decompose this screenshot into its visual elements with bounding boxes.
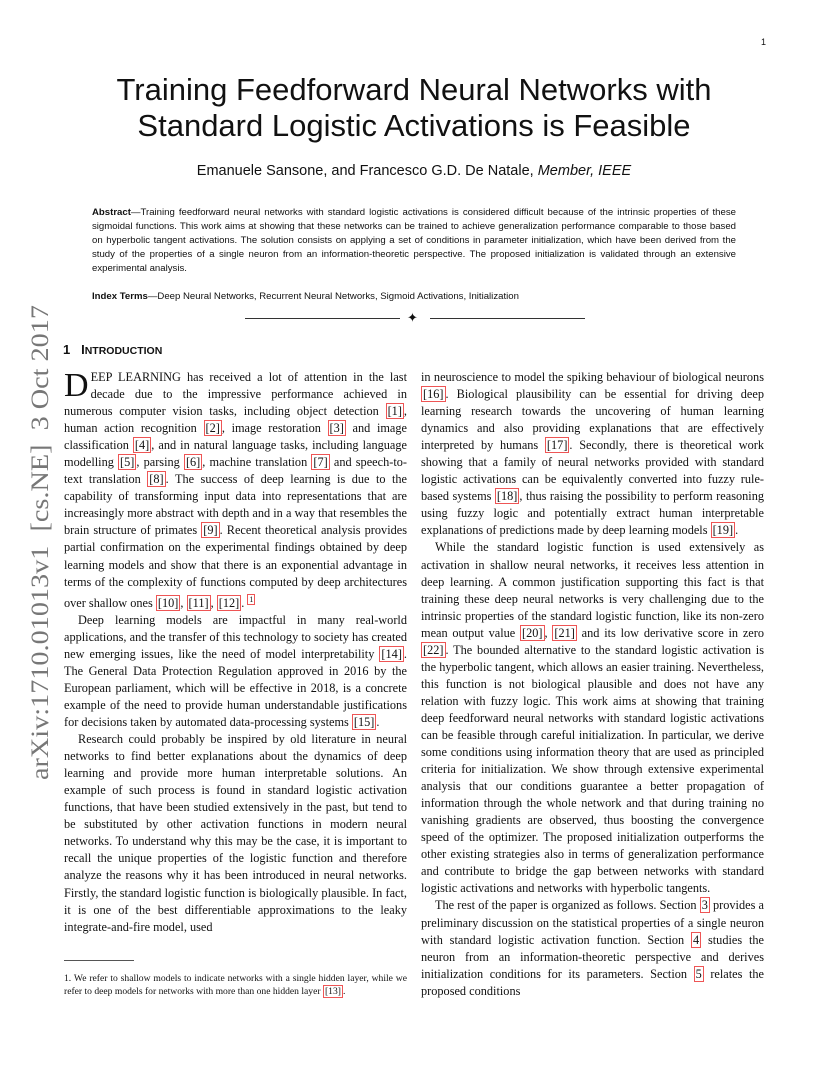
citation-link[interactable]: [4] — [134, 438, 150, 453]
text-run: and its low derivative score in zero — [576, 625, 764, 640]
text-run: , thus raising the possibility to perform reasoning using fuzzy logic and potentially extract human interpretable explanations of predictions made by deep learning models — [421, 489, 764, 538]
text-run: , — [210, 595, 217, 610]
abstract — [92, 206, 736, 276]
citation-link[interactable]: [6] — [185, 455, 201, 470]
page-number: 1 — [760, 37, 766, 47]
footnote-text: 1. We refer to shallow models to indicate networks with a single hidden layer, while we refer to deep models for networks with more than one hidden layer — [64, 973, 407, 997]
text-run: , machine translation — [202, 455, 312, 470]
author-membership: Member, IEEE — [537, 163, 632, 179]
section-link[interactable]: 3 — [701, 898, 708, 913]
citation-link[interactable]: [16] — [423, 387, 444, 402]
abstract-text: —Training feedforward neural networks with standard logistic activations is considered difficult because of the intrinsic properties of these sigmoidal functions. This work aims at showing that these networks can be trained to achieve generalization performance comparable to those based on hyperbolic tangent activations. The solution consists on applying a set of conditions in parameter initialization, which have been derived from the study of the properties of a single neuron from an information-theoretic perspective. The proposed initialization is validated through an extensive experimental analysis. — [92, 207, 736, 274]
section-divider — [245, 312, 585, 326]
paragraph — [64, 612, 407, 731]
title-line-2: Standard Logistic Activations is Feasible — [137, 108, 691, 143]
citation-link[interactable]: [22] — [423, 642, 444, 657]
text-run: relates the proposed conditions — [421, 966, 764, 998]
author-names: Emanuele Sansone, and Francesco G.D. De Natale, — [196, 163, 534, 179]
text-run: . — [241, 595, 248, 610]
paper-title — [60, 72, 768, 144]
citation-link[interactable]: [21] — [554, 625, 575, 640]
right-column — [421, 369, 764, 1000]
footnote — [64, 973, 407, 998]
section-link[interactable]: 4 — [693, 932, 700, 947]
text-run: . — [376, 715, 380, 730]
citation-link[interactable]: [7] — [313, 455, 328, 470]
arxiv-side-identifier — [20, 300, 56, 780]
section-heading — [63, 342, 162, 357]
section-title-initial: I — [81, 342, 85, 357]
text-run: , and in natural language tasks, including language modelling — [64, 438, 407, 470]
text-run: Deep learning models are impactful in many real-world applications, and the transfer of this technology to society has created new emerging issues, like the need of model interpretability — [64, 612, 407, 661]
text-run: and speech-to-text translation — [64, 455, 407, 487]
lead-in-smallcaps: EEP LEARNING — [90, 370, 181, 384]
citation-link[interactable]: [8] — [149, 472, 164, 487]
text-run: . The bounded alternative to the standard logistic activation is the hyperbolic tangent, which allows an easier training. Nevertheless, this function is not biological plausible and does not have any relation with fuzzy logic. This work aims at showing that training deep feedforward neural networks with standard logistic activations can be feasible through careful initialization. In particular, we derive some conditions using information theory that are used as principled criteria for initialization. We show through extensive experimental analysis that our conditions guarantee a better propagation of information through the whole network and that during training no vanishing gradients are observed, thus boosting the convergence speed of the optimizer. The proposed initialization outperforms the other existing strategies also in terms of generalization performance and contribute to bridge the gap between networks with standard logistic activations and networks with hyperbolic tangents. — [421, 642, 764, 896]
paragraph: Research could probably be inspired by old literature in neural networks to find better explanations about the dynamics of deep learning and provide more human interpretable solutions. An example of such process is found in standard logistic activation functions, that have been studied extensively in the past, but tend to be substituted by other activation functions in modern neural networks. To understand why this may be the case, it is important to recall the unique properties of the logistic function and therefore analyze the reasons why it has been introduced in neural networks. Firstly, the standard logistic function is biologically plausible. In fact, it is one of the best differentiable approximations to the leaky integrate-and-fire model, used — [64, 732, 407, 934]
citation-link[interactable]: [20] — [522, 625, 543, 640]
footnote-text: . — [342, 985, 346, 997]
citation-link[interactable]: [2] — [205, 421, 220, 436]
paragraph — [421, 369, 764, 539]
text-run: . The General Data Protection Regulation approved in 2016 by the European parliament, which will be effective in 2018, is a concrete example of the need to provide human understandable justifications for decisions taken by automated data-processing systems — [64, 646, 407, 730]
section-link[interactable]: 5 — [695, 966, 702, 981]
abstract-label: Abstract — [92, 207, 131, 218]
footnote-rule — [64, 960, 134, 961]
text-run: . Recent theoretical analysis provides partial confirmation on the experimental findings obtained by deep learning models and show that there is an exponential advantage in terms of the complexity of functions computed by deep architectures over shallow ones — [64, 523, 407, 610]
text-run: , parsing — [136, 455, 184, 470]
text-run: . Biological plausibility can be essential for driving deep learning research towards the uncovering of human learning dynamics and also providing explanations that are effectively interpreted by humans — [421, 387, 764, 453]
text-run: in neuroscience to model the spiking behaviour of biological neurons — [421, 370, 764, 384]
paragraph — [64, 369, 407, 612]
text-run: , — [544, 625, 553, 640]
paragraph — [421, 897, 764, 999]
citation-link[interactable]: [10] — [157, 595, 179, 610]
text-run: The rest of the paper is organized as follows. Section — [435, 898, 700, 913]
divider-line-left — [245, 318, 400, 319]
citation-link[interactable]: [9] — [203, 523, 218, 538]
text-run: studies the neuron from an information-theoretic perspective and derives initialization conditions for its parameters. Section — [421, 932, 764, 981]
paragraph — [421, 539, 764, 897]
left-column — [64, 369, 407, 936]
text-run: . — [735, 523, 739, 538]
section-number: 1 — [63, 342, 71, 357]
text-run: , — [180, 595, 187, 610]
citation-link[interactable]: [17] — [546, 438, 568, 453]
divider-line-right — [430, 318, 585, 319]
citation-link[interactable]: [12] — [218, 595, 240, 610]
text-run: , human action recognition — [64, 404, 407, 436]
text-run: , image restoration — [221, 421, 328, 436]
text-run: . Secondly, there is theoretical work showing that a family of neural networks provided with standard logistic activations can be equivalently converted into fuzzy rule-based systems — [421, 438, 764, 504]
text-run: . The success of deep learning is due to the capability of transforming input data into representations that are increasingly more abstract with depth and in a way that resembles the brain structure of primates — [64, 472, 408, 538]
text-run: provides a preliminary discussion on the statistical properties of a single neuron with standard logistic activation function. Section — [421, 898, 764, 947]
arxiv-identifier-text: arXiv:1710.01013v1 [cs.NE] 3 Oct 2017 — [27, 359, 54, 780]
text-run: has received a lot of attention in the last decade due to the impressive performance achieved in numerous computer vision tasks, including object detection — [64, 370, 407, 419]
drop-cap: D — [64, 367, 89, 404]
text-run: While the standard logistic function is used extensively as activation in shallow neural networks, it receives less attention in deep learning. A common justification supporting this fact is that training these deep neural networks is very challenging due to the intrinsic properties of the standard logistic function, like its non-zero mean output value — [421, 540, 764, 640]
title-line-1: Training Feedforward Neural Networks with — [116, 72, 712, 107]
index-terms-label: Index Terms — [92, 291, 148, 302]
citation-link[interactable]: [1] — [387, 404, 402, 419]
citation-link[interactable]: [11] — [188, 595, 209, 610]
citation-link[interactable]: [18] — [496, 489, 518, 504]
citation-link[interactable]: [5] — [120, 455, 135, 470]
index-terms — [92, 290, 736, 304]
citation-link[interactable]: [13] — [324, 985, 341, 997]
citation-link[interactable]: [14] — [381, 646, 402, 661]
authors — [60, 163, 768, 179]
text-run: and image classification — [64, 421, 407, 453]
citation-link[interactable]: [19] — [712, 523, 734, 538]
citation-link[interactable]: [15] — [353, 715, 375, 730]
section-title-rest: NTRODUCTION — [84, 345, 163, 357]
index-terms-text: —Deep Neural Networks, Recurrent Neural Networks, Sigmoid Activations, Initialization — [147, 291, 519, 302]
divider-star-icon: ✦ — [407, 310, 418, 325]
footnote-marker-link[interactable]: 1 — [249, 594, 254, 604]
citation-link[interactable]: [3] — [329, 421, 344, 436]
